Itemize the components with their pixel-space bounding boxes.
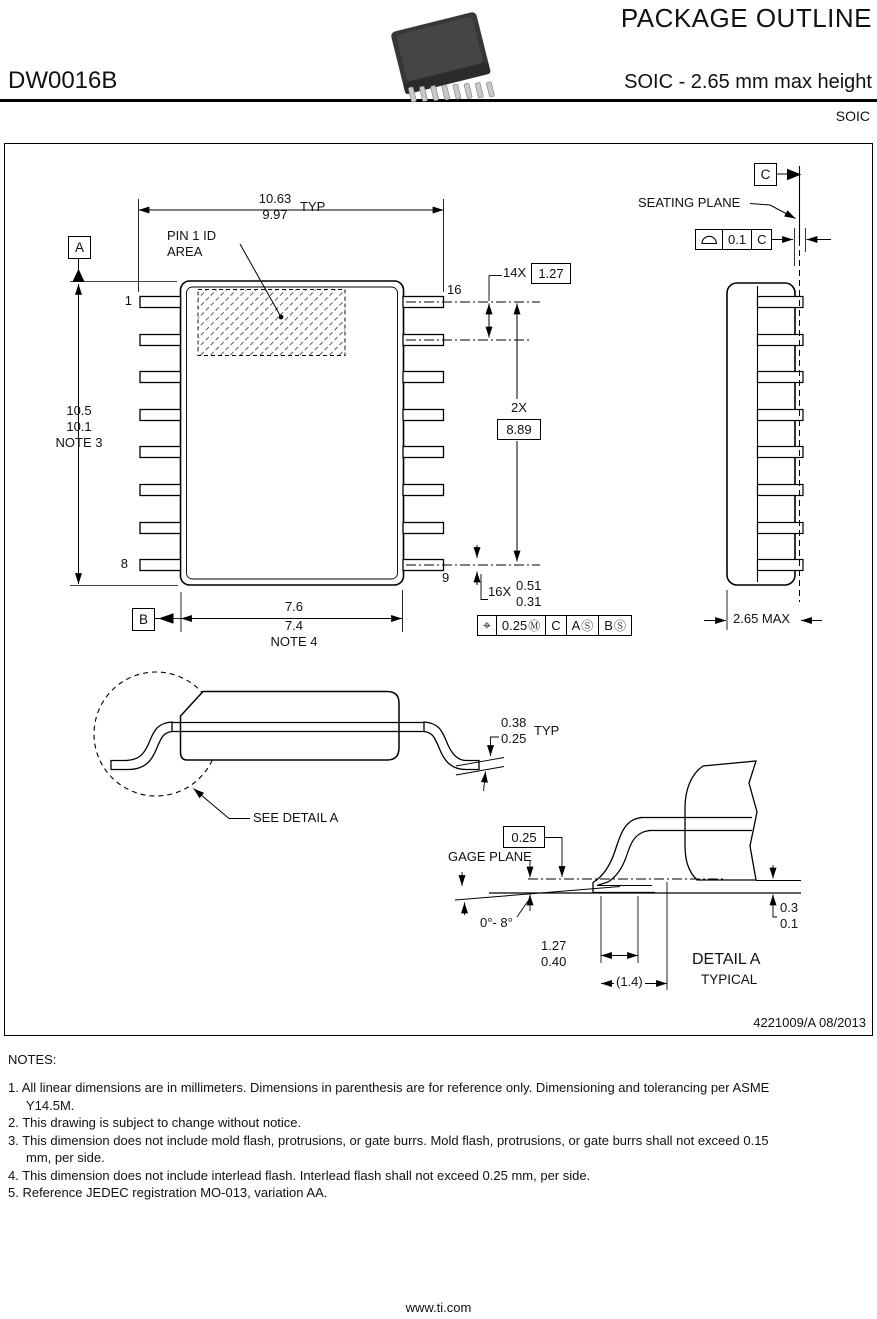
package-subtitle: SOIC - 2.65 mm max height — [624, 71, 872, 93]
profile-of-surface-icon — [700, 234, 718, 245]
pin1-id-area-label: AREA — [167, 244, 203, 259]
fcf-flatness — [695, 229, 772, 250]
dim-pitch-value-box: 1.27 — [531, 263, 571, 284]
part-number: DW0016B — [8, 67, 118, 94]
gage-offset-box: 0.25 — [503, 826, 545, 848]
pin1-id-dot — [279, 315, 284, 320]
detail-a-subtitle: TYPICAL — [701, 972, 758, 987]
fcf-position — [477, 615, 632, 636]
pin-label-16: 16 — [447, 282, 462, 297]
gage-plane-label: GAGE PLANE — [448, 849, 532, 864]
footer-url: www.ti.com — [405, 1300, 472, 1315]
note-item: 2. This drawing is subject to change without notice. — [8, 1115, 302, 1130]
page-title: PACKAGE OUTLINE — [620, 3, 872, 33]
front-view — [94, 672, 504, 819]
note-item: 4. This dimension does not include interlead flash. Interlead flash shall not exceed 0.25 mm, per side. — [8, 1167, 591, 1183]
dim-width-qual: TYP — [300, 199, 326, 214]
note-item: 3. This dimension does not include mold flash, protrusions, or gate burrs. Mold flash, protrusions, or gate burrs shall not exceed 0.15 mm, per side. — [8, 1132, 769, 1165]
pin-label-8: 8 — [120, 556, 128, 571]
seating-plane-label: SEATING PLANE — [638, 195, 741, 210]
fcf-flatness-ref: C — [751, 230, 771, 249]
dim-width-max: 10.63 — [258, 191, 292, 206]
datum-a-box: A — [68, 236, 91, 259]
dim-body-max: 7.6 — [284, 599, 304, 614]
dim-span-value-box: 8.89 — [497, 419, 541, 440]
notes-list — [8, 1079, 796, 1202]
drawing-revision: 4221009/A 08/2013 — [753, 1015, 866, 1030]
lead-thk-max: 0.38 — [501, 715, 527, 730]
pin-label-9: 9 — [442, 570, 450, 585]
package-type-label: SOIC — [835, 108, 870, 124]
lead-thk-min: 0.25 — [501, 731, 527, 746]
ref-length-label: (1.4) — [616, 974, 643, 989]
datum-b-triangle — [160, 614, 173, 623]
top-view-dimensions — [70, 199, 517, 632]
see-detail-a-label: SEE DETAIL A — [253, 810, 339, 825]
dim-height-min: 10.1 — [66, 419, 92, 434]
top-view-body — [181, 281, 404, 585]
fcf-position-ref2: A — [571, 618, 581, 633]
standoff-max: 0.3 — [780, 900, 799, 915]
lead-angle-label: 0°- 8° — [480, 915, 513, 930]
notes-heading: NOTES: — [8, 1052, 57, 1067]
dim-height-max: 10.5 — [66, 403, 92, 418]
fcf-position-ref1: C — [545, 616, 565, 635]
position-tolerance-icon: ⌖ — [483, 617, 491, 634]
datum-b-box: B — [132, 608, 155, 631]
body-fragment — [685, 761, 757, 880]
dim-width-min: 9.97 — [262, 207, 288, 222]
foot-length-max: 1.27 — [541, 938, 567, 953]
mmc-modifier-icon: Ⓜ — [528, 619, 541, 633]
top-view-pins-left — [140, 297, 181, 571]
detail-a-title: DETAIL A — [692, 951, 761, 968]
dim-lead-count: 16X — [488, 584, 512, 599]
dim-lead-min: 0.31 — [516, 594, 542, 609]
standoff-min: 0.1 — [780, 916, 799, 931]
lead-thk-qual: TYP — [534, 723, 560, 738]
fcf-position-ref3: B — [604, 618, 613, 633]
dim-lead-max: 0.51 — [516, 578, 542, 593]
dim-pitch-count: 14X — [503, 265, 527, 280]
dim-body-min: 7.4 — [284, 618, 304, 633]
datum-c-box: C — [754, 163, 777, 186]
datum-c-triangle — [788, 170, 801, 180]
max-height-label: 2.65 MAX — [733, 611, 791, 626]
fcf-position-tol: 0.25 — [501, 618, 528, 633]
foot-length-min: 0.40 — [541, 954, 567, 969]
fcf-flatness-tol: 0.1 — [722, 230, 751, 249]
rfs-modifier-icon-2: Ⓢ — [613, 619, 626, 633]
top-view-pins-right — [403, 297, 444, 571]
dim-body-note: NOTE 4 — [270, 634, 318, 649]
dim-span-count: 2X — [503, 401, 535, 416]
note-item: 5. Reference JEDEC registration MO-013, variation AA. — [8, 1185, 328, 1200]
rfs-modifier-icon: Ⓢ — [581, 619, 594, 633]
datum-a-triangle — [73, 270, 84, 282]
dim-height-note: NOTE 3 — [55, 435, 103, 450]
pin1-id-label: PIN 1 ID — [167, 228, 217, 243]
pin-label-1: 1 — [124, 293, 132, 308]
note-item: 1. All linear dimensions are in millimeters. Dimensions in parenthesis are for reference only. Dimensioning and tolerancing per ASME Y14.5M. — [8, 1080, 770, 1113]
